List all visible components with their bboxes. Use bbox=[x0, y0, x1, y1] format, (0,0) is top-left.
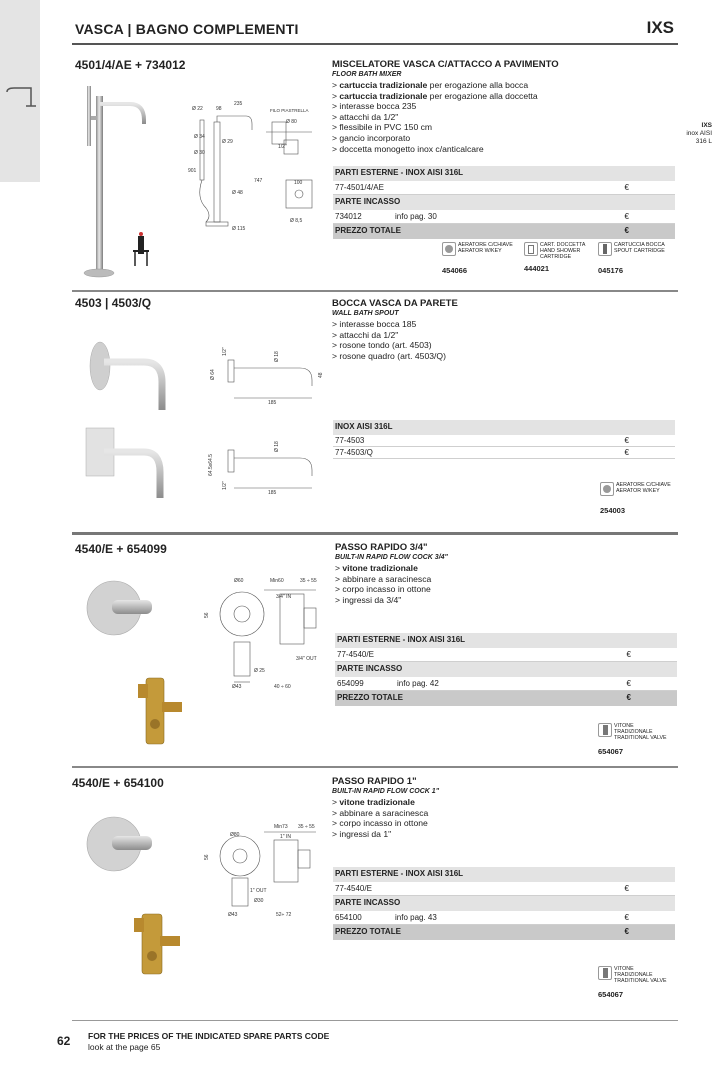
side-tab-label: IXS inox AISI 316 L bbox=[686, 122, 712, 145]
svg-text:3/4" IN: 3/4" IN bbox=[276, 594, 292, 600]
table-row: 654100 info pag. 43 € bbox=[333, 911, 675, 926]
table-row: PARTI ESTERNE - INOX AISI 316L bbox=[333, 867, 675, 882]
table-row: PARTE INCASSO bbox=[333, 195, 675, 210]
section-1-code: 4501/4/AE + 734012 bbox=[75, 58, 186, 72]
section-divider bbox=[72, 290, 678, 292]
table-row: PARTI ESTERNE - INOX AISI 316L bbox=[333, 166, 675, 181]
feature-list: > vitone tradizionale > abbinare a saracinesca > corpo incasso in ottone > ingressi da 3/4" bbox=[335, 563, 432, 605]
spare-part: CART. DOCCETTA HAND SHOWER CARTRIDGE 444021 bbox=[524, 242, 586, 273]
svg-text:Min60: Min60 bbox=[270, 578, 284, 584]
spare-part: AERATORE C/CHIAVE AERATOR W/KEY 454066 bbox=[442, 242, 513, 275]
cartridge-icon bbox=[598, 242, 612, 256]
feature-list: > interasse bocca 185 > attacchi da 1/2" > rosone tondo (art. 4503) > rosone quadro (art. 4503/Q) bbox=[332, 319, 446, 361]
svg-text:901: 901 bbox=[188, 168, 197, 174]
svg-text:40 ÷ 60: 40 ÷ 60 bbox=[274, 684, 291, 690]
svg-text:235: 235 bbox=[234, 101, 243, 107]
svg-text:Ø 115: Ø 115 bbox=[232, 226, 246, 232]
spare-part: VITONE TRADIZIONALE TRADITIONAL VALVE 654067 bbox=[598, 966, 667, 999]
table-row: INOX AISI 316L bbox=[333, 420, 675, 435]
svg-text:185: 185 bbox=[268, 400, 277, 406]
table-row: 654099 info pag. 42 € bbox=[335, 677, 677, 692]
svg-text:Ø 64: Ø 64 bbox=[210, 369, 216, 380]
svg-text:Ø60: Ø60 bbox=[234, 578, 244, 584]
brass-valve-body-photo bbox=[128, 910, 184, 980]
svg-text:1" IN: 1" IN bbox=[280, 834, 291, 840]
table-row: 77-4503/Q € bbox=[333, 447, 675, 459]
svg-text:Ø 22: Ø 22 bbox=[192, 106, 203, 112]
svg-text:747: 747 bbox=[254, 178, 263, 184]
cartridge-icon bbox=[524, 242, 538, 256]
wall-spout-drawing-2 bbox=[200, 430, 340, 498]
table-row: PREZZO TOTALE € bbox=[335, 691, 677, 706]
svg-text:Ø 80: Ø 80 bbox=[286, 119, 297, 125]
page-title: VASCA | BAGNO COMPLEMENTI bbox=[75, 21, 299, 37]
spare-part: CARTUCCIA BOCCA SPOUT CARTRIDGE 045176 bbox=[598, 242, 665, 275]
section-4-info bbox=[332, 776, 672, 839]
section-4-code: 4540/E + 654100 bbox=[72, 776, 164, 790]
svg-text:1/2": 1/2" bbox=[278, 144, 287, 150]
svg-text:Ø 48: Ø 48 bbox=[232, 190, 243, 196]
table-row: 77-4540/E € bbox=[335, 648, 677, 663]
section-3-code: 4540/E + 654099 bbox=[75, 542, 167, 556]
brand-name: IXS bbox=[646, 18, 674, 37]
flow-cock-handle-photo bbox=[86, 814, 156, 874]
price-table-1 bbox=[333, 166, 675, 239]
svg-text:35 ÷ 55: 35 ÷ 55 bbox=[298, 824, 315, 830]
product-name-en: BUILT-IN RAPID FLOW COCK 3/4" bbox=[335, 554, 448, 561]
floor-mixer-photo bbox=[78, 76, 158, 281]
section-1-info bbox=[332, 59, 672, 154]
product-name: MISCELATORE VASCA C/ATTACCO A PAVIMENTO bbox=[332, 59, 559, 70]
svg-text:98: 98 bbox=[216, 106, 222, 112]
price-table-4 bbox=[333, 867, 675, 940]
svg-text:1" OUT: 1" OUT bbox=[250, 888, 267, 894]
header-divider bbox=[72, 43, 678, 45]
wall-spout-drawing-1 bbox=[200, 340, 340, 408]
table-row: 77-4540/E € bbox=[333, 882, 675, 897]
svg-text:52÷ 72: 52÷ 72 bbox=[276, 912, 292, 918]
valve-icon bbox=[598, 723, 612, 737]
spare-part: VITONE TRADIZIONALE TRADITIONAL VALVE 654067 bbox=[598, 723, 667, 756]
svg-text:3/4" OUT: 3/4" OUT bbox=[296, 656, 317, 662]
price-table-3 bbox=[335, 633, 677, 706]
svg-text:Ø43: Ø43 bbox=[232, 684, 242, 690]
svg-text:Ø 29: Ø 29 bbox=[222, 139, 233, 145]
product-name: PASSO RAPIDO 1" bbox=[332, 776, 417, 787]
section-divider bbox=[72, 532, 678, 535]
svg-text:Ø 18: Ø 18 bbox=[274, 351, 280, 362]
price-table-2 bbox=[333, 420, 675, 459]
table-row: PARTE INCASSO bbox=[335, 662, 677, 677]
product-name-en: WALL BATH SPOUT bbox=[332, 310, 399, 317]
brass-valve-body-photo bbox=[132, 674, 186, 750]
product-name-en: BUILT-IN RAPID FLOW COCK 1" bbox=[332, 788, 440, 795]
svg-text:48: 48 bbox=[318, 372, 324, 378]
faucet-icon bbox=[4, 86, 36, 108]
product-name-en: FLOOR BATH MIXER bbox=[332, 71, 402, 78]
table-row: PARTI ESTERNE - INOX AISI 316L bbox=[335, 633, 677, 648]
section-3-info bbox=[335, 542, 675, 605]
svg-text:100: 100 bbox=[294, 180, 303, 186]
svg-text:Ø 8,5: Ø 8,5 bbox=[290, 218, 303, 224]
svg-text:64.5x64.5: 64.5x64.5 bbox=[208, 454, 214, 476]
svg-text:FILO PIASTRELLA: FILO PIASTRELLA bbox=[270, 108, 309, 113]
product-name: BOCCA VASCA DA PARETE bbox=[332, 298, 458, 309]
section-2-info bbox=[332, 298, 672, 361]
svg-text:35 ÷ 55: 35 ÷ 55 bbox=[300, 578, 317, 584]
feature-list: > cartuccia tradizionale per erogazione alla bocca > cartuccia tradizionale per erogazione alla doccetta > interasse bocca 235 > attacchi da 1/2" > flessibile in PVC 150 cm > gancio incorporato > doccetta monogetto inox c/anticalcare bbox=[332, 80, 538, 154]
svg-text:Ø 34: Ø 34 bbox=[194, 134, 205, 140]
svg-text:56: 56 bbox=[204, 612, 210, 618]
svg-text:56: 56 bbox=[204, 854, 210, 860]
product-name: PASSO RAPIDO 3/4" bbox=[335, 542, 428, 553]
svg-text:185: 185 bbox=[268, 490, 277, 496]
svg-text:Ø 25: Ø 25 bbox=[254, 668, 265, 674]
svg-text:Ø 30: Ø 30 bbox=[194, 150, 205, 156]
svg-text:1/2": 1/2" bbox=[222, 481, 228, 490]
wall-spout-round-photo bbox=[88, 338, 176, 416]
page-number: 62 bbox=[57, 1034, 71, 1048]
aerator-icon bbox=[442, 242, 456, 256]
svg-text:Ø30: Ø30 bbox=[254, 898, 264, 904]
table-row: PREZZO TOTALE € bbox=[333, 925, 675, 940]
table-row: 77-4501/4/AE € bbox=[333, 181, 675, 196]
svg-text:Ø43: Ø43 bbox=[228, 912, 238, 918]
svg-text:Min73: Min73 bbox=[274, 824, 288, 830]
section-2-code: 4503 | 4503/Q bbox=[75, 296, 152, 310]
table-row: PARTE INCASSO bbox=[333, 896, 675, 911]
table-row: 734012 info pag. 30 € bbox=[333, 210, 675, 225]
valve-icon bbox=[598, 966, 612, 980]
flow-cock-drawing-3-4 bbox=[204, 572, 330, 692]
wall-spout-square-photo bbox=[84, 426, 176, 504]
aerator-icon bbox=[600, 482, 614, 496]
svg-text:Ø 18: Ø 18 bbox=[274, 441, 280, 452]
table-row: PREZZO TOTALE € bbox=[333, 224, 675, 239]
flow-cock-handle-photo bbox=[86, 578, 156, 638]
footer-note: FOR THE PRICES OF THE INDICATED SPARE PARTS CODE look at the page 65 bbox=[88, 1031, 330, 1052]
table-row: 77-4503 € bbox=[333, 435, 675, 447]
spare-part: AERATORE C/CHIAVE AERATOR W/KEY 254003 bbox=[600, 482, 671, 515]
feature-list: > vitone tradizionale > abbinare a saracinesca > corpo incasso in ottone > ingressi da 1" bbox=[332, 797, 429, 839]
section-divider bbox=[72, 766, 678, 768]
svg-text:1/2": 1/2" bbox=[222, 347, 228, 356]
footer-divider bbox=[72, 1020, 678, 1021]
flow-cock-drawing-1 bbox=[204, 820, 330, 922]
floor-mixer-drawing bbox=[186, 98, 326, 236]
svg-text:Ø80: Ø80 bbox=[230, 832, 240, 838]
